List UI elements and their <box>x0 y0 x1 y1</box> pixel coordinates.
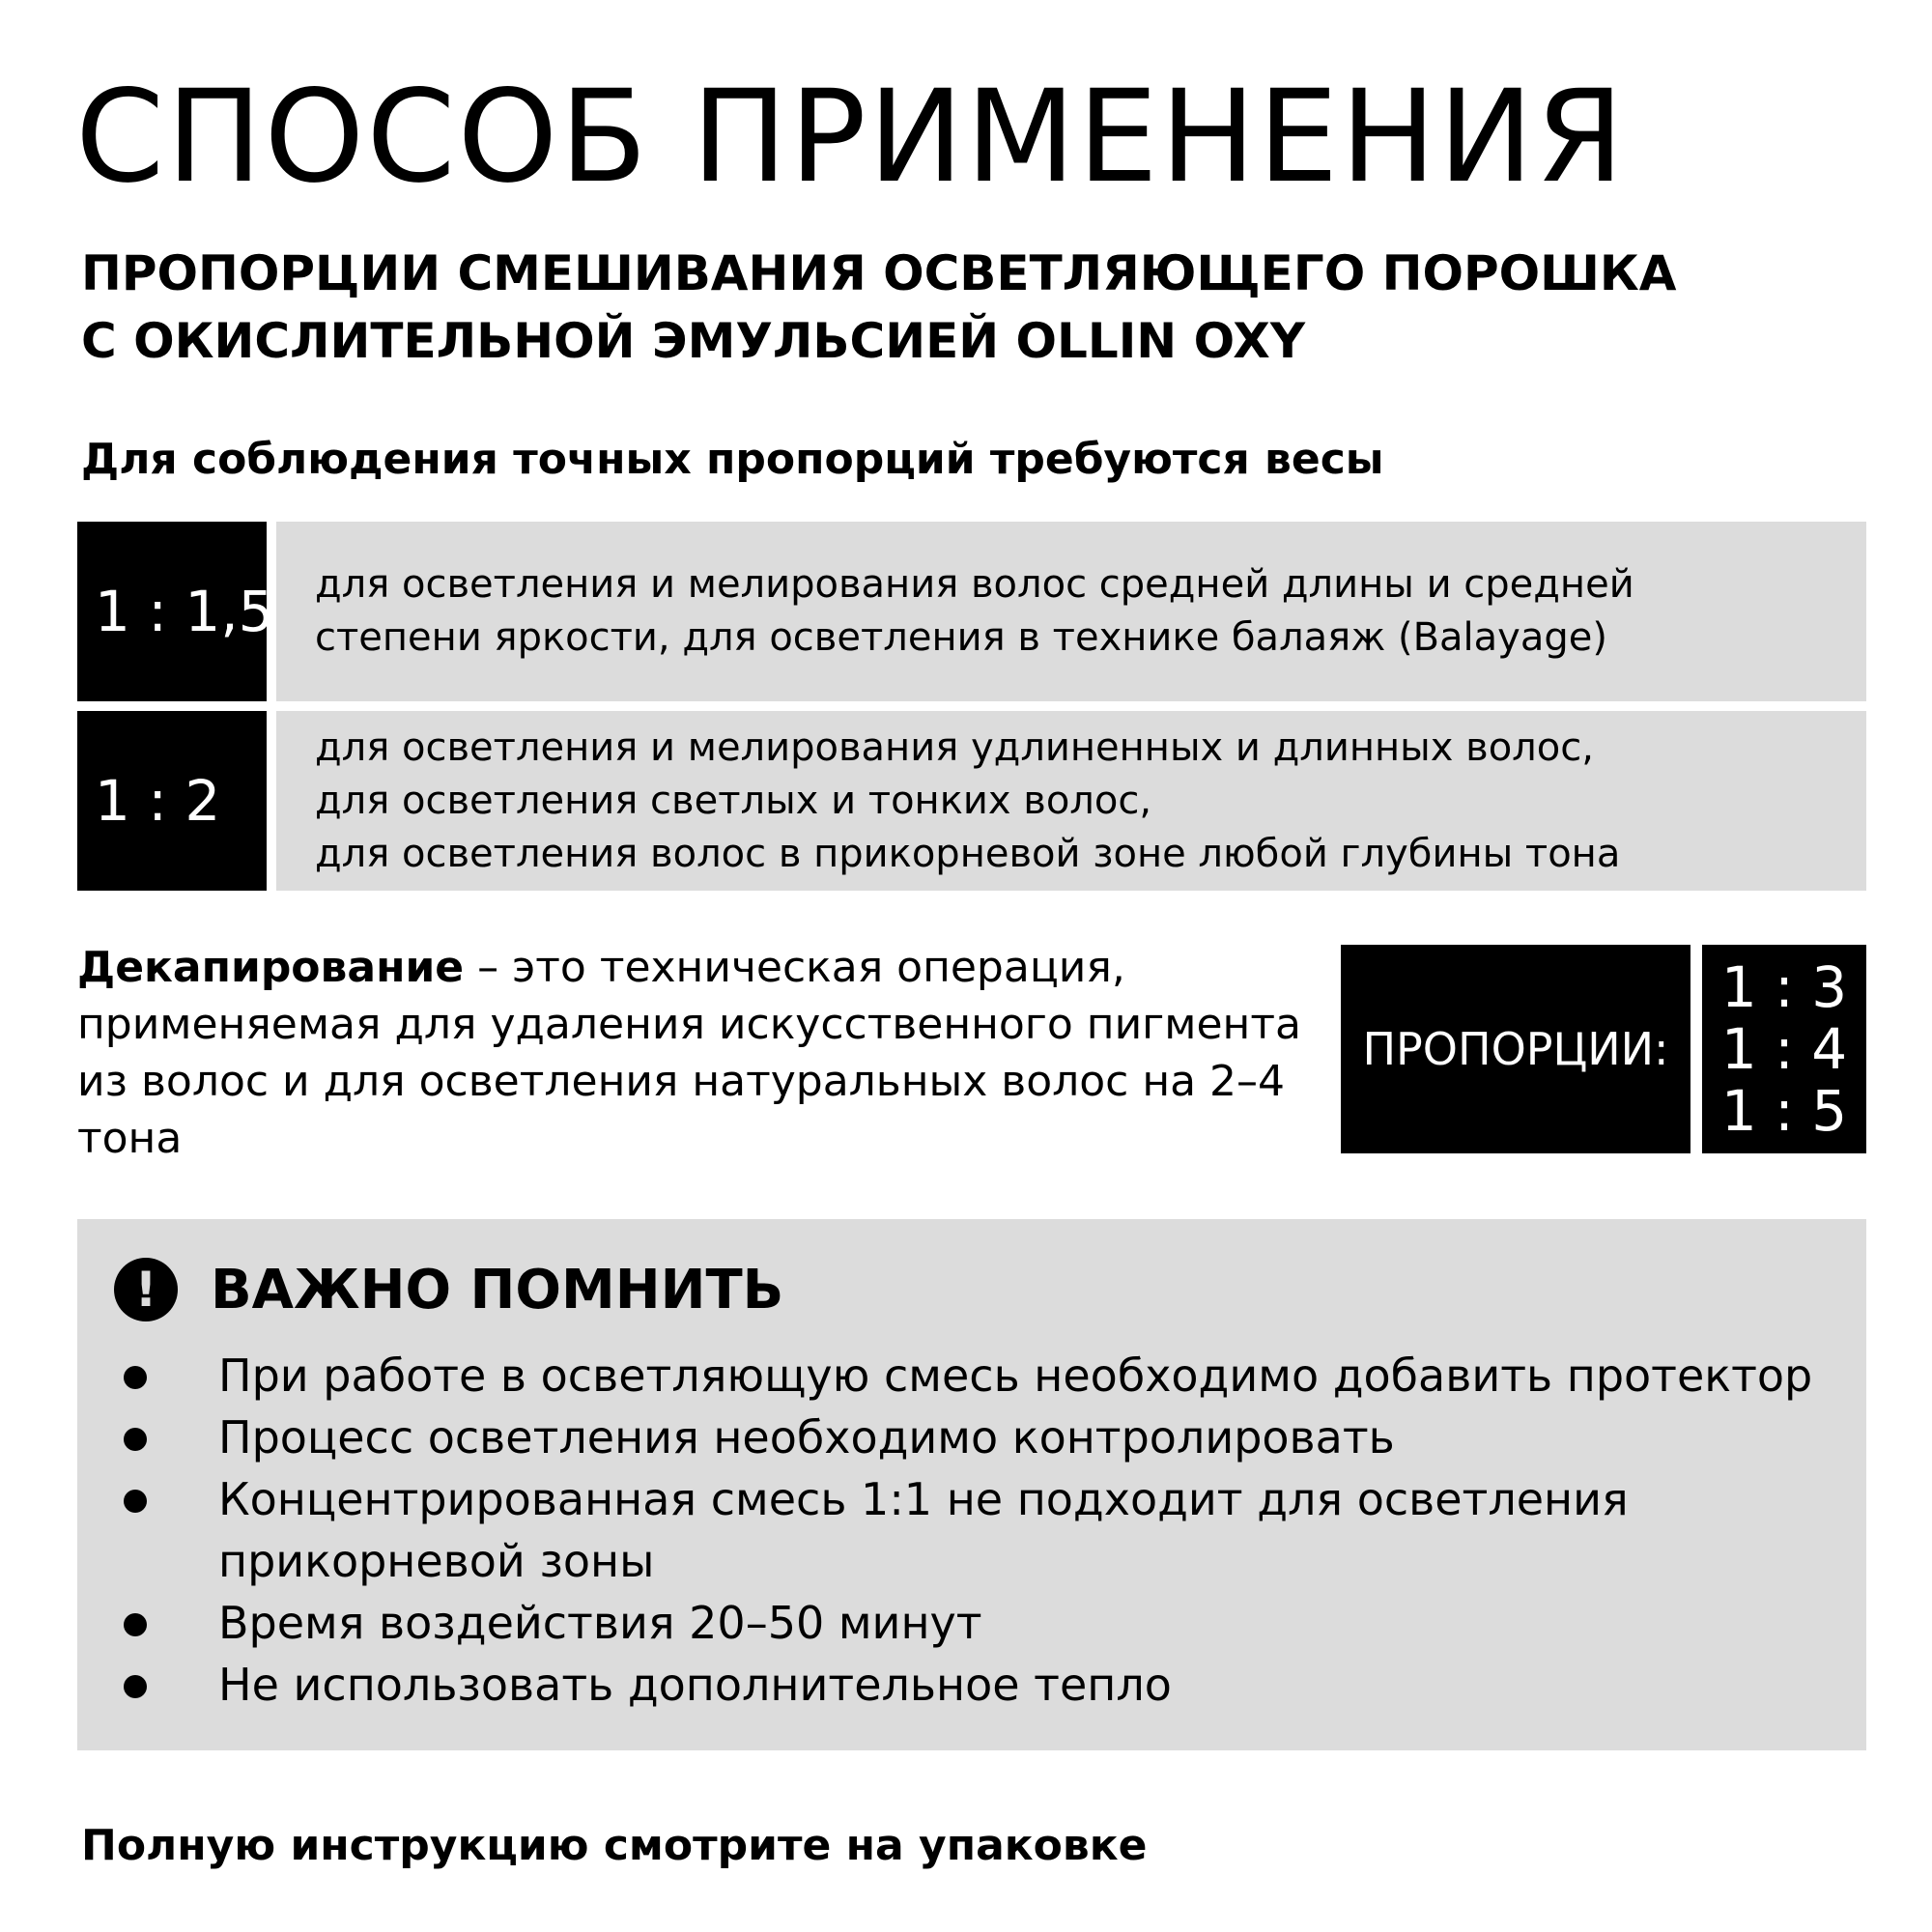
ratio-description-line: для осветления и мелирования волос средней длины и средней <box>315 562 1634 607</box>
ratio-description-line: для осветления и мелирования удлиненных и длинных волос, <box>315 724 1594 770</box>
important-panel <box>77 1219 1866 1750</box>
bullet-icon <box>124 1428 147 1451</box>
ratio-box-2 <box>77 711 267 891</box>
list-item-text: При работе в осветляющую смесь необходимо добавить протектор <box>218 1350 1813 1402</box>
proportion-value: 1 : 3 <box>1720 954 1848 1020</box>
scale-note: Для соблюдения точных пропорций требуются весы <box>81 435 1384 484</box>
list-item-text: Концентрированная смесь 1:1 не подходит для осветления прикорневой зоны <box>218 1473 1629 1587</box>
bullet-icon <box>124 1675 147 1698</box>
important-header <box>114 1258 783 1321</box>
ratio-description-line: степени яркости, для осветления в технике балаяж (Balayage) <box>315 615 1607 660</box>
exclamation-circle-icon: ! <box>114 1258 178 1321</box>
subtitle-line-2: С ОКИСЛИТЕЛЬНОЙ ЭМУЛЬСИЕЙ OLLIN OXY <box>81 313 1306 369</box>
list-item-text: Не использовать дополнительное тепло <box>218 1659 1172 1711</box>
ratio-description-2 <box>276 711 1866 891</box>
list-item <box>116 1592 1812 1654</box>
ratio-description-line: для осветления волос в прикорневой зоне любой глубины тона <box>315 831 1621 876</box>
proportion-value: 1 : 4 <box>1720 1016 1848 1082</box>
bullet-icon <box>124 1490 147 1513</box>
list-item <box>116 1406 1812 1468</box>
decapitation-definition: – это техническая операция, применяемая для удаления искусственного пигмента из волос и для осветления натуральных волос на 2–4 тона <box>77 943 1301 1163</box>
ratio-description-line: для осветления светлых и тонких волос, <box>315 778 1152 823</box>
proportion-value: 1 : 5 <box>1720 1078 1848 1144</box>
footer-note: Полную инструкцию смотрите на упаковке <box>81 1821 1148 1870</box>
important-list <box>116 1345 1812 1716</box>
list-item-text: Процесс осветления необходимо контролировать <box>218 1411 1395 1463</box>
ratio-box-1 <box>77 522 274 701</box>
decapitation-term: Декапирование <box>77 943 465 992</box>
decapitation-paragraph <box>77 939 1304 1167</box>
proportions-values-box <box>1702 945 1866 1153</box>
subtitle-line-1: ПРОПОРЦИИ СМЕШИВАНИЯ ОСВЕТЛЯЮЩЕГО ПОРОШКА <box>81 245 1677 301</box>
important-title: ВАЖНО ПОМНИТЬ <box>211 1258 784 1321</box>
ratio-value: 1 : 1,5 <box>95 579 274 644</box>
bullet-icon <box>124 1613 147 1636</box>
list-item <box>116 1654 1812 1716</box>
ratio-value: 1 : 2 <box>95 768 221 834</box>
list-item-text: Время воздействия 20–50 минут <box>218 1597 982 1649</box>
list-item <box>116 1468 1812 1592</box>
proportions-label-box <box>1341 945 1690 1153</box>
proportions-label: ПРОПОРЦИИ: <box>1362 1023 1669 1075</box>
section-subtitle <box>81 240 1676 375</box>
list-item <box>116 1345 1812 1406</box>
page-title: СПОСОБ ПРИМЕНЕНИЯ <box>75 63 1627 212</box>
bullet-icon <box>124 1366 147 1389</box>
ratio-description-1 <box>276 522 1866 701</box>
